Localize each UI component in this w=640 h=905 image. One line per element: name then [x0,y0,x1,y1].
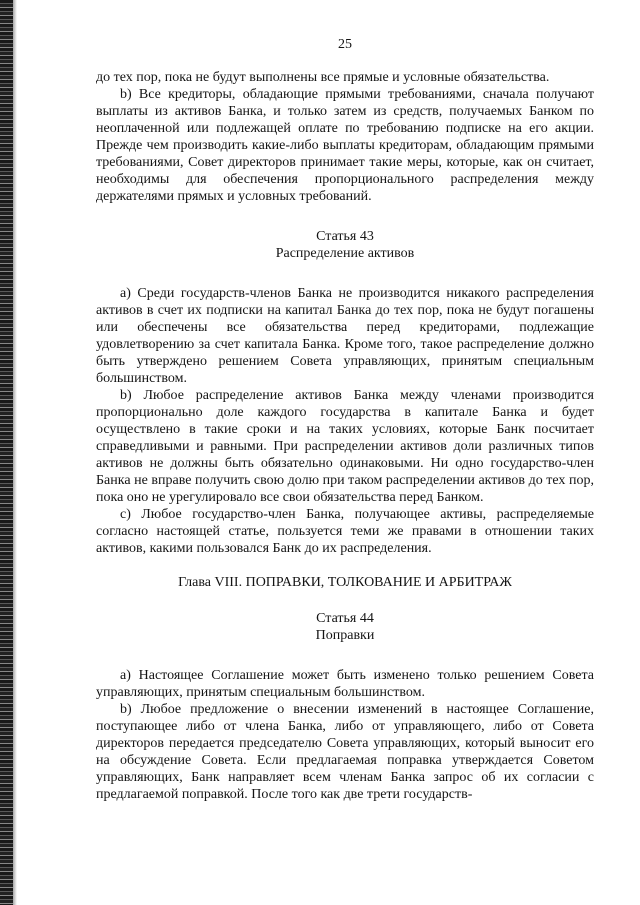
paragraph-b-creditors: b) Все кредиторы, обладающие прямыми требованиями, сначала получают выплаты из активов Банка, и только затем из средств, получаемых Банком по неоплаченной или подлежащей оплате по требованию подписке на его акции. Прежде чем производить какие-либо выплаты кредиторам, обладающим прямыми требованиями, Совет директоров принимает такие меры, которые, как он считает, необходимы для обеспечения пропорционального распределения между держателями прямых и условных требований. [96,87,594,204]
article-43-paragraph-b: b) Любое распределение активов Банка между членами производится пропорционально доле каждого государства в капитале Банка и будет осуществлено в такие сроки и на таких условиях, которые Банк посчитает справедливыми и равными. При распределении активов доли различных типов активов не должны быть обязательно одинаковыми. Ни одно государство-член Банка не вправе получить свою долю при таком распределении активов до тех пор, пока оно не урегулировало все свои обязательства перед Банком. [96,388,594,505]
continuation-paragraph: до тех пор, пока не будут выполнены все прямые и условные обязательства. [96,70,550,85]
scan-edge-artifact [0,0,13,905]
document-page [96,36,594,803]
article-44-number: Статья 44 [316,611,374,626]
page-number: 25 [338,37,352,52]
article-43-number: Статья 43 [316,229,374,244]
article-44-title: Поправки [315,628,375,643]
article-43-paragraph-a: a) Среди государств-членов Банка не производится никакого распределения активов в счет их подписки на капитал Банка до тех пор, пока не будут погашены или обеспечены все обязательства перед кредиторами, подлежащие удовлетворению за счет капитала Банка. Кроме того, такое распределение должно быть утверждено решением Совета управляющих, принятым специальным большинством. [96,286,594,386]
article-43-paragraph-c: c) Любое государство-член Банка, получающее активы, распределяемые согласно настоящей статье, пользуется теми же правами в отношении таких активов, какими пользовался Банк до их распределения. [96,507,594,556]
article-44-paragraph-b: b) Любое предложение о внесении изменений в настоящее Соглашение, поступающее либо от члена Банка, либо от управляющего, либо от Совета директоров передается председателю Совета управляющих, который выносит его на обсуждение Совета. Если предлагаемая поправка утверждается Советом управляющих, Банк направляет всем членам Банка запрос об их согласии с предлагаемой поправкой. После того как две трети государств- [96,702,594,802]
chapter-8-title: Глава VIII. ПОПРАВКИ, ТОЛКОВАНИЕ И АРБИТРАЖ [178,575,512,590]
article-44-paragraph-a: a) Настоящее Соглашение может быть изменено только решением Совета управляющих, принятым специальным большинством. [96,668,594,700]
article-43-title: Распределение активов [275,246,415,261]
